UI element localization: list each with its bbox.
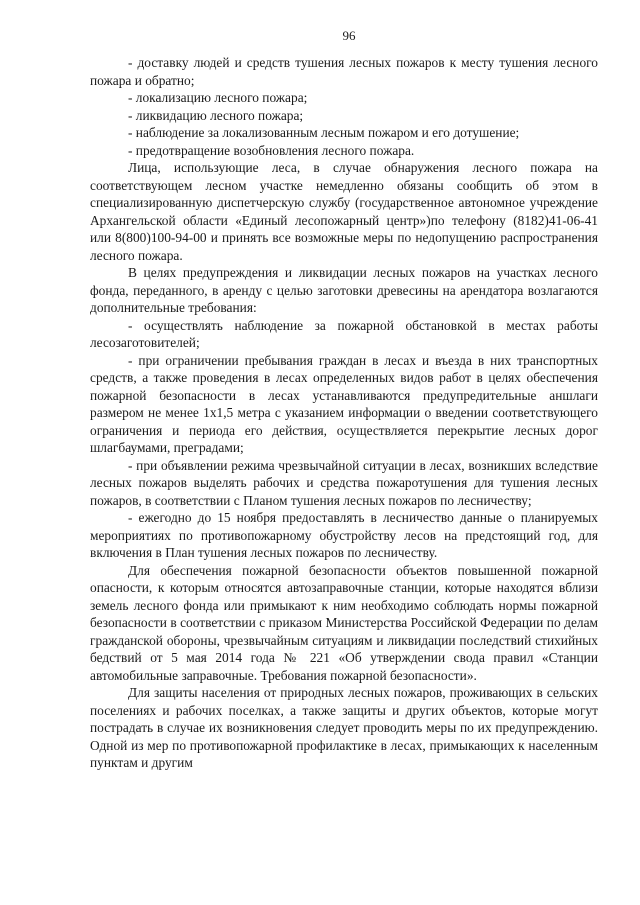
list-item-observation: - наблюдение за локализованным лесным пожаром и его дотушение;	[128, 125, 520, 140]
paragraph-forest-users: Лица, использующие леса, в случае обнаружения лесного пожара на соответствующем лесном участке немедленно обязаны сообщить об этом в специализированную диспетчерскую службу (государственное автономное учреждение Архангельской области «Единый лесопожарный центр»)по телефону (8182)41-06-41 или 8(800)100-94-00 и принять все возможные меры по недопущению распространения лесного пожара.	[90, 160, 598, 263]
list-item-liquidation: - ликвидацию лесного пожара;	[128, 107, 304, 123]
list-item-localization: - локализацию лесного пожара;	[128, 90, 308, 105]
page-number: 96	[342, 28, 356, 43]
list-item-prevention: - предотвращение возобновления лесного пожара.	[128, 142, 415, 158]
document-body	[90, 54, 598, 772]
list-item-emergency: - при объявлении режима чрезвычайной ситуации в лесах, возникших вследствие лесных пожаров выделять рабочих и средства пожаротушения для тушения лесных пожаров, в соответствии с Планом тушения лесных пожаров по лесничеству;	[90, 457, 598, 508]
paragraph-population-protection: Для защиты населения от природных лесных пожаров, проживающих в сельских поселениях и рабочих поселках, а также защиты и других объектов, которые могут пострадать в случае их возникновения следует проводить меры по их предупреждению. Одной из мер по противопожарной профилактике в лесах, примыкающих к населенным пунктам и другим	[90, 685, 598, 770]
list-item-delivery: - доставку людей и средств тушения лесных пожаров к месту тушения лесного пожара и обратно;	[90, 55, 598, 88]
list-item-monitoring: - осуществлять наблюдение за пожарной обстановкой в местах работы лесозаготовителей;	[90, 317, 598, 350]
list-item-annual-report: - ежегодно до 15 ноября предоставлять в лесничество данные о планируемых мероприятиях по противопожарному обустройству лесов на предстоящий год, для включения в План тушения лесных пожаров по лесничеству.	[90, 510, 598, 560]
paragraph-lessee-requirements: В целях предупреждения и ликвидации лесных пожаров на участках лесного фонда, переданного, в аренду с целью заготовки древесины на арендатора возлагаются дополнительные требования:	[90, 265, 598, 315]
paragraph-fuel-stations: Для обеспечения пожарной безопасности объектов повышенной пожарной опасности, к которым относятся автозаправочные станции, которые находятся вблизи земель лесного фонда или примыкают к ним необходимо соблюдать нормы пожарной безопасности в соответствии с приказом Министерства Российской Федерации по делам гражданской обороны, чрезвычайным ситуациям и ликвидации последствий стихийных бедствий от 5 мая 2014 года № 221 «Об утверждении свода правил «Станции автомобильные заправочные. Требования пожарной безопасности».	[90, 562, 598, 683]
list-item-restrictions: - при ограничении пребывания граждан в лесах и въезда в них транспортных средств, а также проведения в лесах определенных видов работ в целях обеспечения пожарной безопасности в лесах устанавливаются предупредительные аншлаги размером не менее 1х1,5 метра с указанием информации о введении соответствующего ограничения и периода его действия, осуществляется перекрытие лесных дорог шлагбаумами, преградами;	[90, 352, 598, 455]
